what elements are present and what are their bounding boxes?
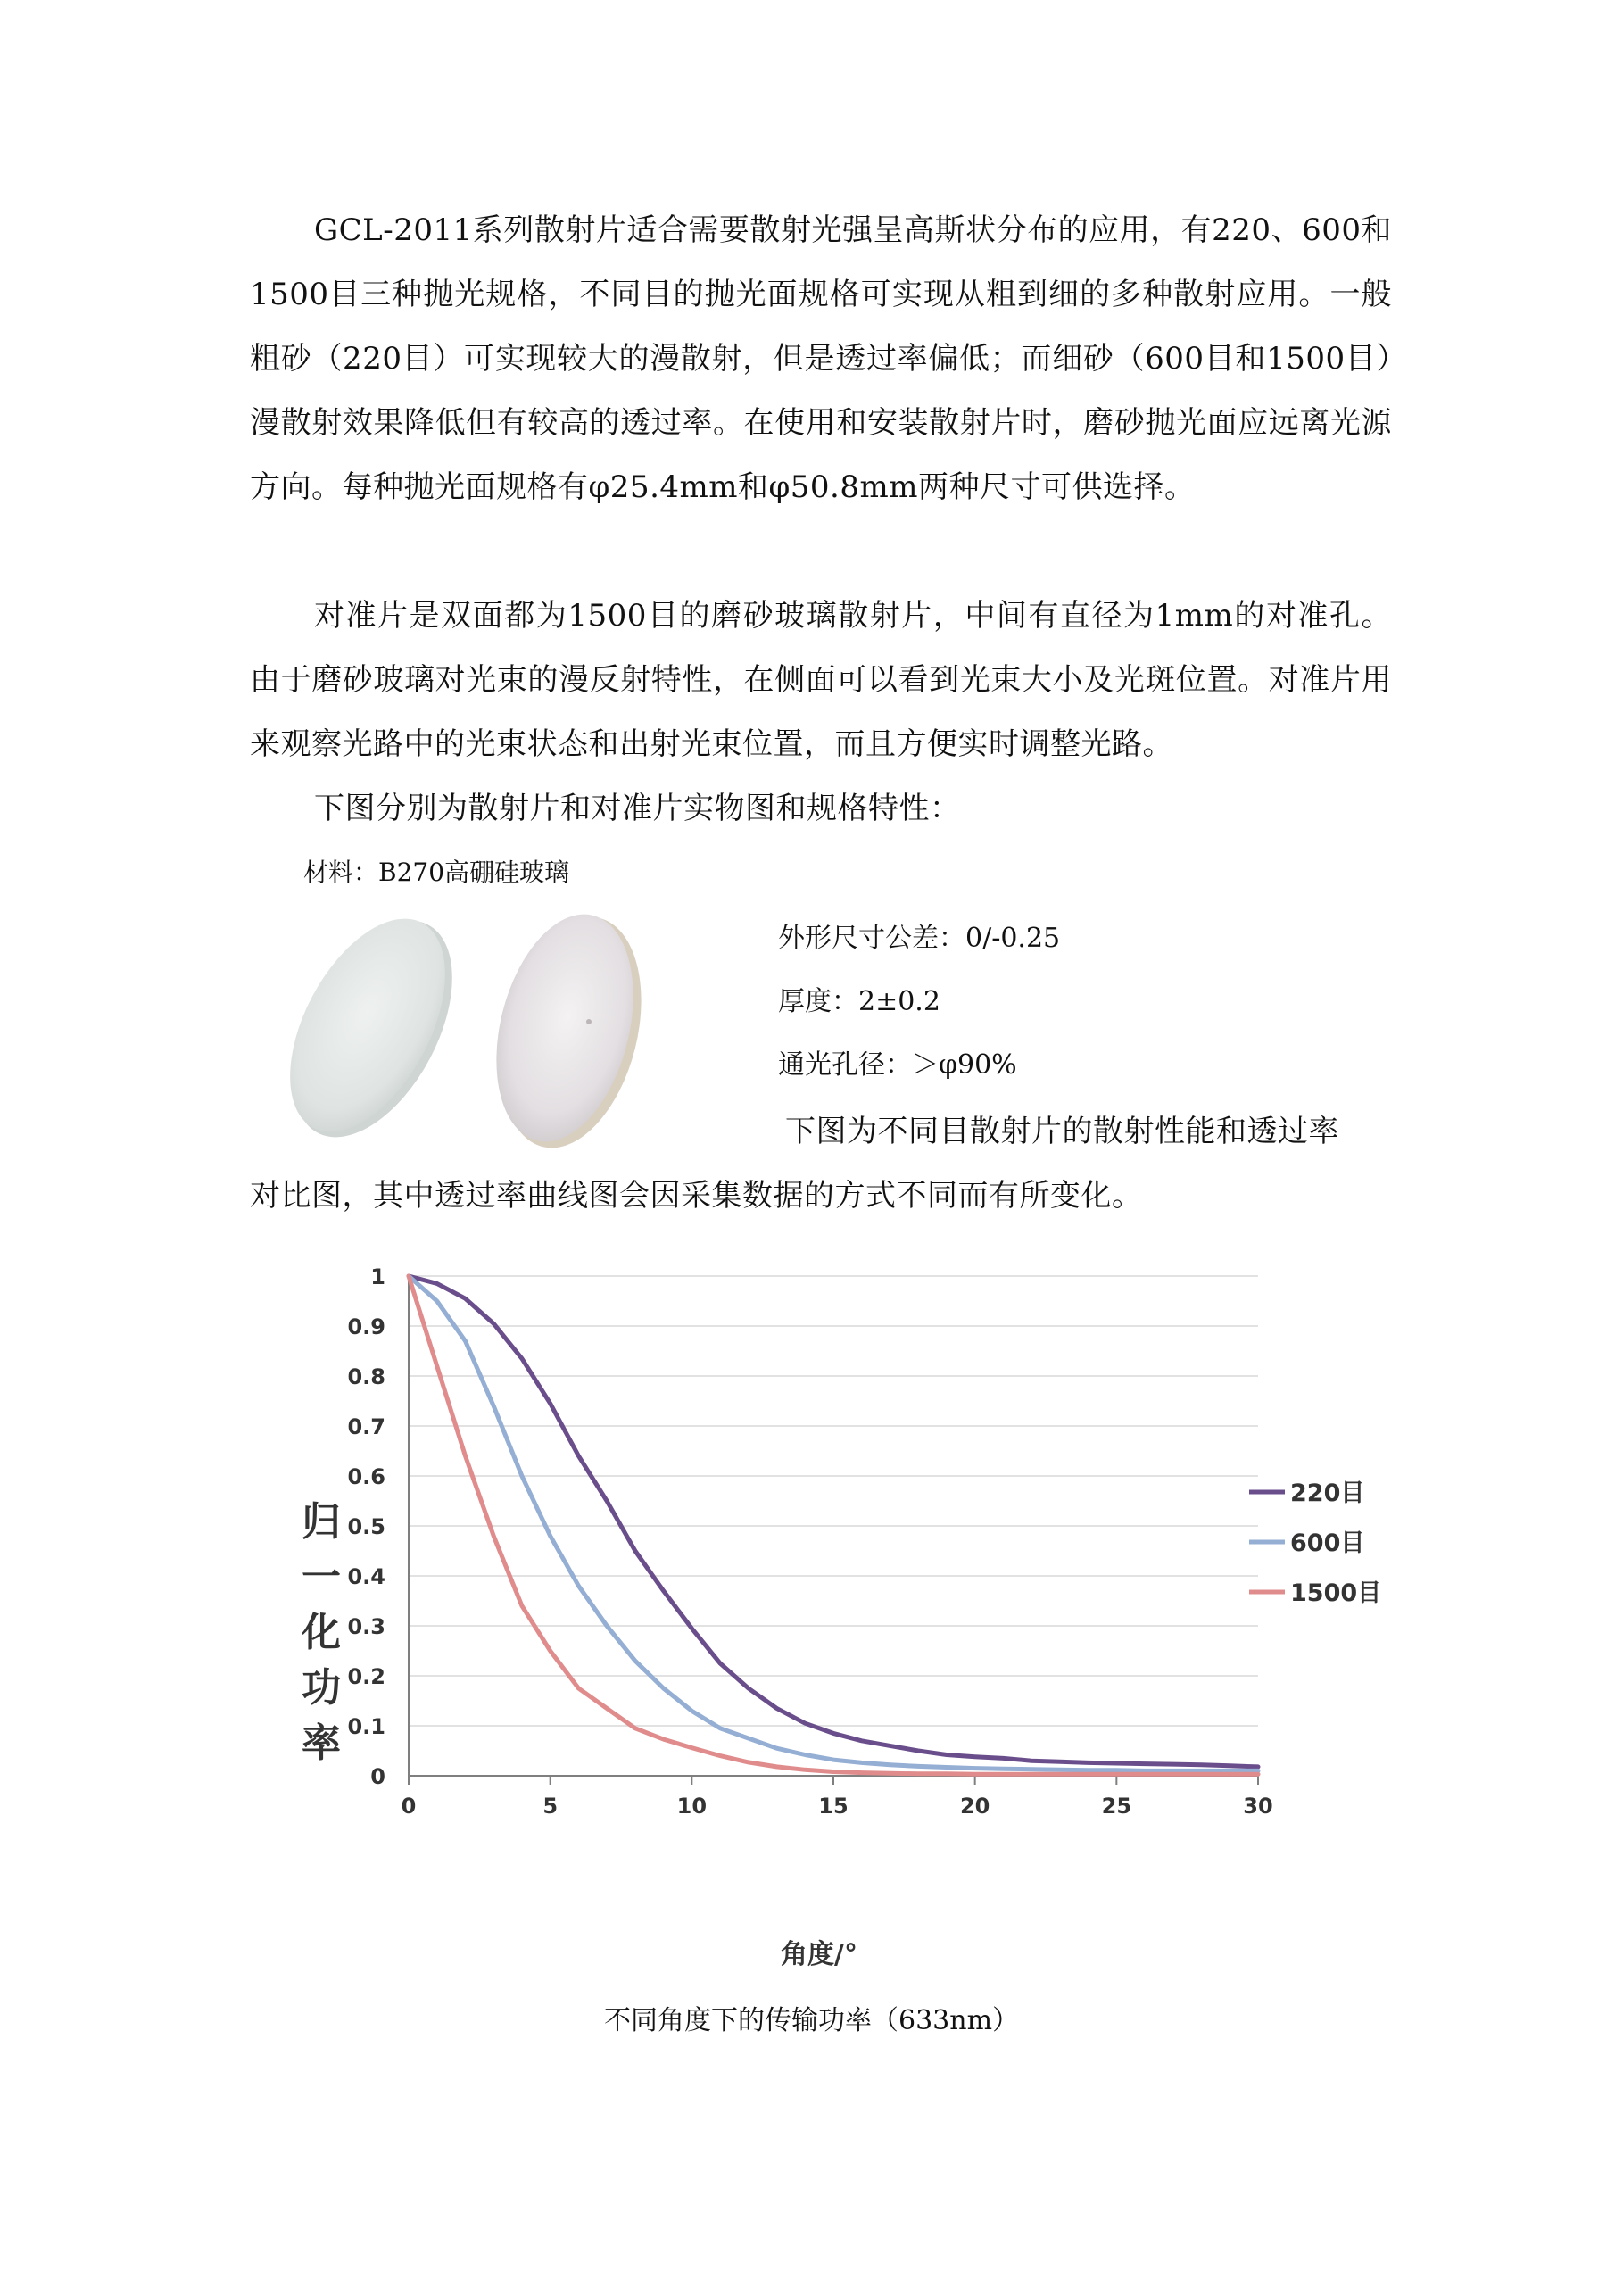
x-tick-label: 25 [1101, 1794, 1132, 1819]
y-tick-label: 1 [370, 1264, 385, 1289]
x-tick-label: 20 [959, 1794, 990, 1819]
y-tick-label: 0.1 [347, 1714, 385, 1739]
paragraph-figure-intro: 下图分别为散射片和对准片实物图和规格特性： [314, 791, 961, 826]
y-tick-label: 0.5 [347, 1514, 385, 1539]
x-tick-label: 15 [818, 1794, 849, 1819]
y-tick-label: 0.3 [347, 1614, 385, 1639]
y-tick-label: 0.6 [347, 1464, 385, 1489]
legend-label: 1500目 [1290, 1579, 1382, 1607]
chart-grid [409, 1276, 1258, 1776]
x-tick-label: 30 [1243, 1794, 1273, 1819]
alignment-hole [586, 1019, 592, 1024]
series-line-3 [409, 1276, 1258, 1774]
x-tick-label: 10 [676, 1794, 708, 1819]
legend-label: 600目 [1290, 1529, 1365, 1557]
y-tick-label: 0.7 [347, 1414, 385, 1439]
spec-thickness: 厚度：2±0.2 [778, 986, 940, 1017]
y-axis-label: 归一化功率 [302, 1499, 341, 1766]
chart-axes [347, 1264, 1272, 1819]
chart-svg [259, 1240, 1419, 1999]
chart-series [409, 1276, 1258, 1774]
chart-intro-line-2: 对比图，其中透过率曲线图会因采集数据的方式不同而有所变化。 [250, 1178, 1143, 1214]
y-tick-label: 0.8 [347, 1364, 385, 1389]
legend-label: 220目 [1290, 1480, 1365, 1507]
alignment-disk [475, 899, 664, 1163]
series-line-1 [409, 1276, 1258, 1767]
chart-intro-line-1: 下图为不同目散射片的散射性能和透过率 [785, 1114, 1339, 1149]
diffuser-disk [268, 897, 485, 1163]
product-photo [268, 897, 678, 1165]
material-label: 材料：B270高硼硅玻璃 [303, 858, 570, 887]
x-tick-label: 5 [542, 1794, 559, 1819]
x-tick-label: 0 [401, 1794, 417, 1819]
spec-tolerance: 外形尺寸公差：0/-0.25 [778, 923, 1061, 954]
chart-caption: 不同角度下的传输功率（633nm） [603, 2005, 1020, 2036]
spec-aperture: 通光孔径：＞φ90% [778, 1049, 1017, 1081]
y-tick-label: 0.9 [347, 1314, 385, 1339]
paragraph-alignment-disk: 对准片是双面都为1500目的磨砂玻璃散射片，中间有直径为1mm的对准孔。由于磨砂玻璃对光束的漫反射特性，在侧面可以看到光束大小及光斑位置。对准片用来观察光路中的光束状态和出射光束位置，而且方便实时调整光路。 [250, 598, 1392, 762]
paragraph-diffuser-intro: GCL-2011系列散射片适合需要散射光强呈高斯状分布的应用，有220、600和1500目三种抛光规格，不同目的抛光面规格可实现从粗到细的多种散射应用。一般粗砂（220目）可实现较大的漫散射，但是透过率偏低；而细砂（600目和1500目）漫散射效果降低但有较高的透过率。在使用和安装散射片时，磨砂抛光面应远离光源方向。每种抛光面规格有φ25.4mm和φ50.8mm两种尺寸可供选择。 [250, 212, 1392, 505]
x-axis-label: 角度/° [781, 1939, 857, 1970]
chart-legend [1249, 1480, 1381, 1607]
series-line-2 [409, 1276, 1258, 1770]
transmission-chart [259, 1240, 1419, 1999]
y-tick-label: 0 [370, 1764, 385, 1789]
y-tick-label: 0.2 [347, 1664, 385, 1689]
y-tick-label: 0.4 [347, 1564, 385, 1589]
